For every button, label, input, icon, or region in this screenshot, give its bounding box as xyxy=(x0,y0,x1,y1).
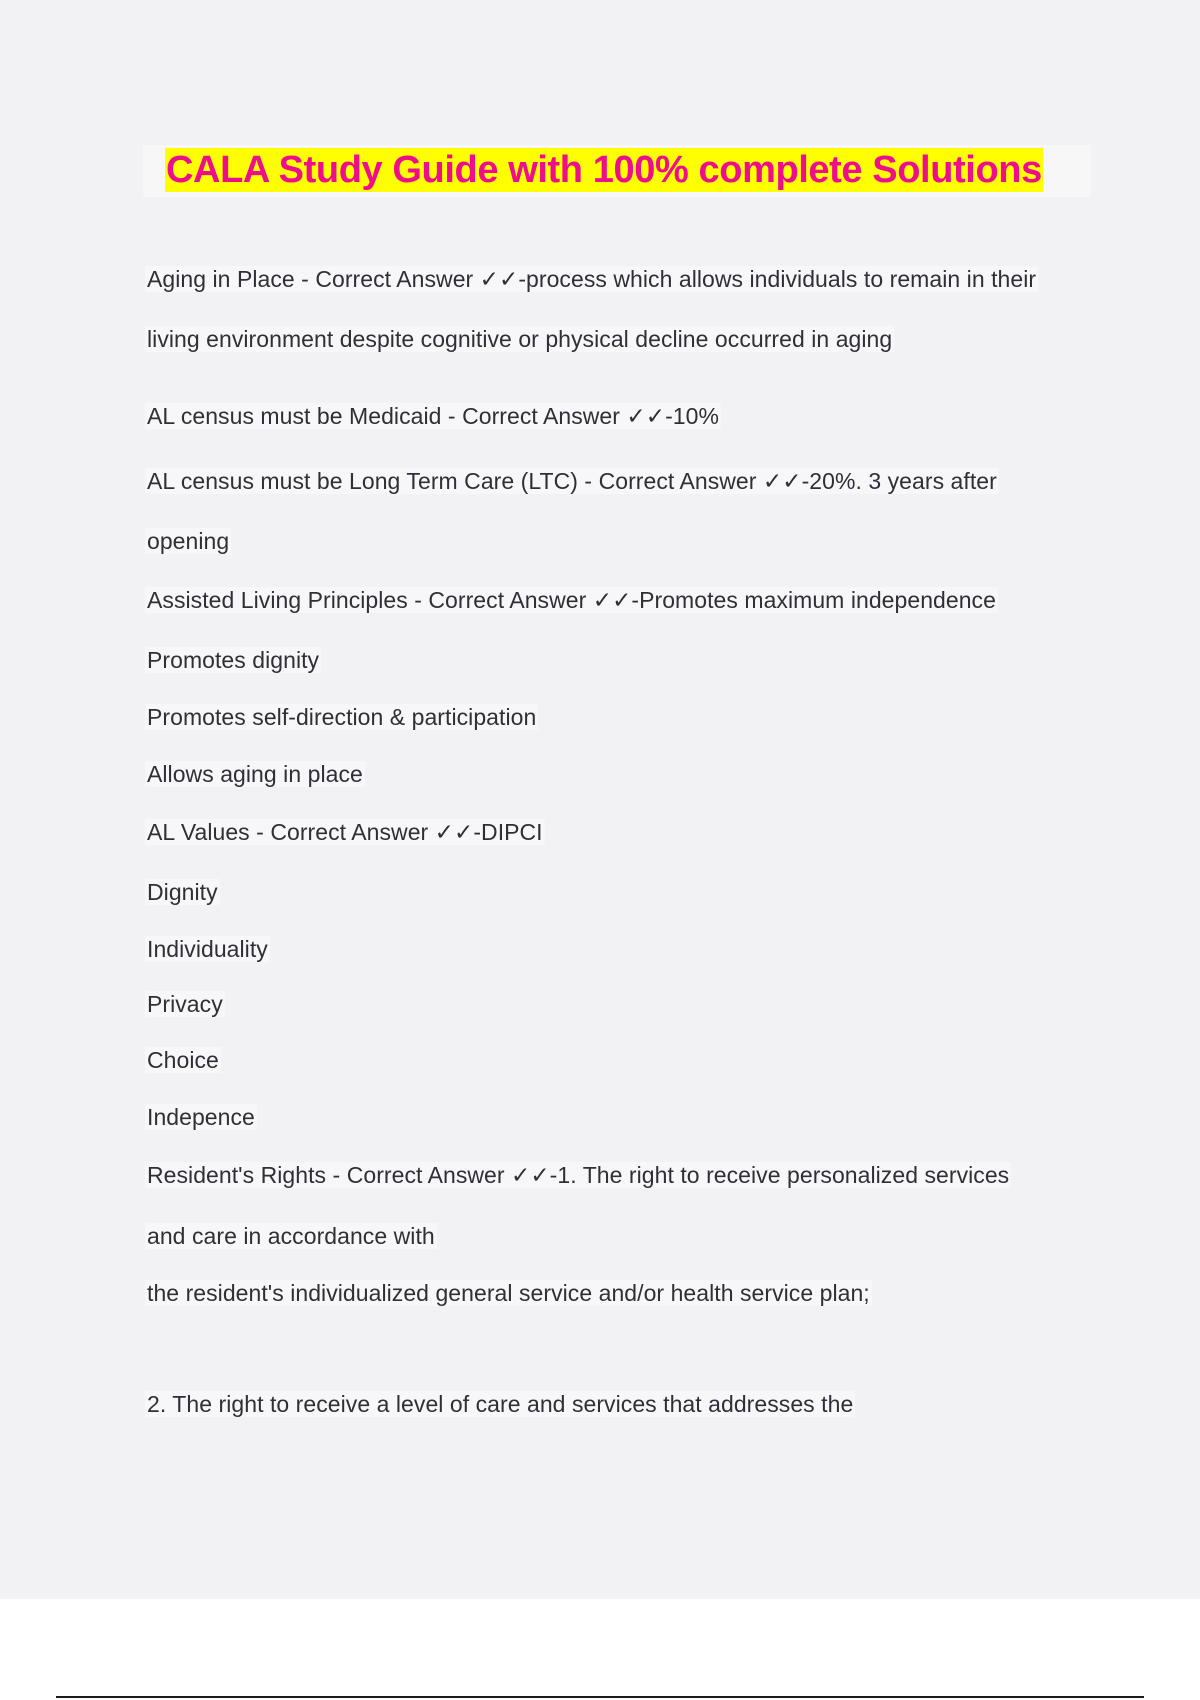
text-line xyxy=(145,526,231,556)
text-line-content: Aging in Place - Correct Answer ✓✓-process which allows individuals to remain in their xyxy=(147,266,1037,292)
text-line xyxy=(145,702,538,732)
text-line-content: Privacy xyxy=(147,991,223,1017)
text-line-content: AL census must be Long Term Care (LTC) - Correct Answer ✓✓-20%. 3 years after xyxy=(147,468,997,494)
text-line-content: Assisted Living Principles - Correct Answer ✓✓-Promotes maximum independence xyxy=(147,587,996,613)
text-line xyxy=(145,989,225,1019)
text-line-content: Allows aging in place xyxy=(147,761,363,787)
text-line xyxy=(145,1160,1011,1190)
text-line-content: and care in accordance with xyxy=(147,1223,435,1249)
text-line xyxy=(145,324,894,354)
text-line xyxy=(145,585,998,615)
text-line xyxy=(145,1278,872,1308)
text-line-content: opening xyxy=(147,528,230,554)
text-line-content: AL Values - Correct Answer ✓✓-DIPCI xyxy=(147,819,543,845)
text-line xyxy=(145,645,321,675)
text-line-content: Individuality xyxy=(147,936,268,962)
text-line-content: Resident's Rights - Correct Answer ✓✓-1. The right to receive personalized services xyxy=(147,1162,1010,1188)
text-line-content: AL census must be Medicaid - Correct Answer ✓✓-10% xyxy=(147,403,719,429)
text-line-content: living environment despite cognitive or physical decline occurred in aging xyxy=(147,326,893,352)
text-line xyxy=(145,1389,855,1419)
text-line xyxy=(145,466,999,496)
text-line xyxy=(145,817,545,847)
text-line-content: the resident's individualized general service and/or health service plan; xyxy=(147,1280,870,1306)
text-line xyxy=(145,1045,221,1075)
text-line-content: 2. The right to receive a level of care and services that addresses the xyxy=(147,1391,854,1417)
text-line xyxy=(145,1102,257,1132)
footer-divider xyxy=(56,1696,1144,1698)
text-line xyxy=(145,1221,437,1251)
text-line xyxy=(145,759,365,789)
text-line xyxy=(145,934,270,964)
text-line-content: Dignity xyxy=(147,879,218,905)
document-title: CALA Study Guide with 100% complete Solutions xyxy=(166,149,1042,191)
text-line xyxy=(145,877,220,907)
text-line xyxy=(145,401,721,431)
text-line-content: Promotes dignity xyxy=(147,647,320,673)
text-line-content: Promotes self-direction & participation xyxy=(147,704,537,730)
text-line-content: Choice xyxy=(147,1047,219,1073)
text-line xyxy=(145,264,1038,294)
text-line-content: Indepence xyxy=(147,1104,255,1130)
